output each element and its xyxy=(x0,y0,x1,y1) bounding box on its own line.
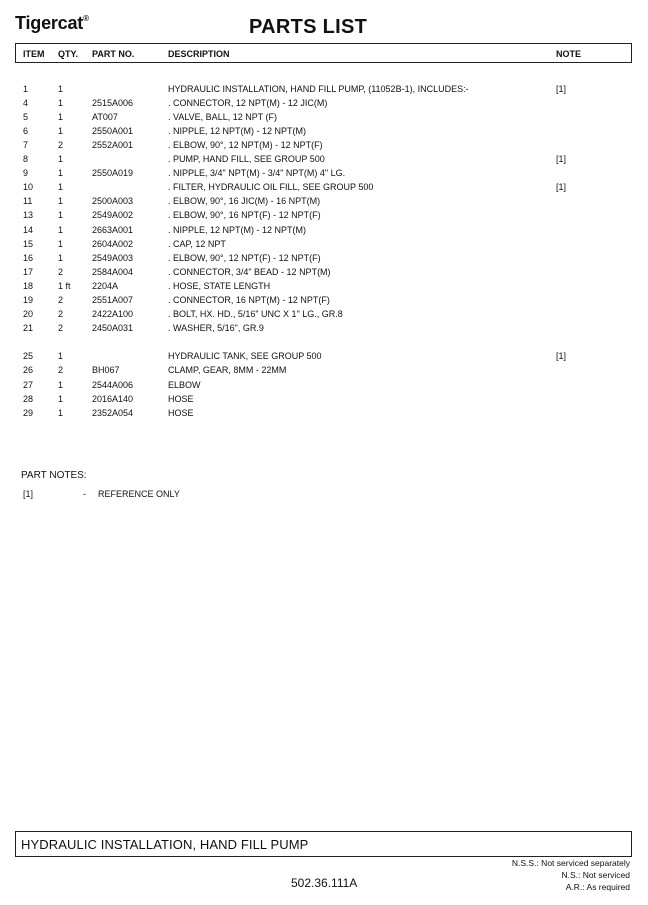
cell-item: 15 xyxy=(23,239,34,249)
cell-description: . ELBOW, 90°, 12 NPT(F) - 12 NPT(F) xyxy=(168,253,321,263)
cell-part-no: 2551A007 xyxy=(92,295,134,305)
cell-part-no: 2016A140 xyxy=(92,394,134,404)
cell-item: 25 xyxy=(23,351,34,361)
cell-qty: 2 xyxy=(58,323,64,333)
cell-qty: 1 xyxy=(58,112,64,122)
cell-item: 18 xyxy=(23,281,34,291)
cell-description: . ELBOW, 90°, 16 NPT(F) - 12 NPT(F) xyxy=(168,210,321,220)
cell-qty: 1 xyxy=(58,225,64,235)
cell-item: 17 xyxy=(23,267,34,277)
cell-item: 10 xyxy=(23,182,34,192)
cell-description: . CONNECTOR, 16 NPT(M) - 12 NPT(F) xyxy=(168,295,330,305)
cell-item: 6 xyxy=(23,126,29,136)
part-note-text: REFERENCE ONLY xyxy=(98,489,180,499)
cell-item: 8 xyxy=(23,154,29,164)
table-row xyxy=(0,181,648,193)
table-row xyxy=(0,167,648,179)
column-header-item: ITEM xyxy=(23,49,45,59)
cell-qty: 1 xyxy=(58,182,64,192)
table-row xyxy=(0,393,648,405)
cell-description: HYDRAULIC INSTALLATION, HAND FILL PUMP, (11052B-1), INCLUDES:- xyxy=(168,84,469,94)
cell-note: [1] xyxy=(556,84,567,94)
cell-description: . WASHER, 5/16", GR.9 xyxy=(168,323,264,333)
cell-part-no: BH067 xyxy=(92,365,120,375)
cell-part-no: 2544A006 xyxy=(92,380,134,390)
table-row xyxy=(0,308,648,320)
cell-description: . PUMP, HAND FILL, SEE GROUP 500 xyxy=(168,154,325,164)
cell-item: 4 xyxy=(23,98,29,108)
cell-item: 9 xyxy=(23,168,29,178)
cell-item: 21 xyxy=(23,323,34,333)
cell-qty: 1 ft xyxy=(58,281,71,291)
table-row xyxy=(0,280,648,292)
cell-description: CLAMP, GEAR, 8MM - 22MM xyxy=(168,365,287,375)
cell-part-no: 2584A004 xyxy=(92,267,134,277)
cell-qty: 1 xyxy=(58,210,64,220)
cell-qty: 1 xyxy=(58,154,64,164)
cell-qty: 2 xyxy=(58,365,64,375)
cell-part-no: 2450A031 xyxy=(92,323,134,333)
part-note-dash: - xyxy=(83,489,86,499)
table-row xyxy=(0,97,648,109)
page-title: PARTS LIST xyxy=(249,16,368,38)
cell-description: . NIPPLE, 3/4" NPT(M) - 3/4" NPT(M) 4" LG. xyxy=(168,168,346,178)
cell-description: . ELBOW, 90°, 12 NPT(M) - 12 NPT(F) xyxy=(168,140,323,150)
part-notes-title: PART NOTES: xyxy=(21,470,87,481)
cell-part-no: 2204A xyxy=(92,281,119,291)
cell-description: . CONNECTOR, 12 NPT(M) - 12 JIC(M) xyxy=(168,98,328,108)
cell-part-no: 2604A002 xyxy=(92,239,134,249)
table-row xyxy=(0,83,648,95)
brand-name: Tigercat xyxy=(15,13,84,33)
table-row xyxy=(0,238,648,250)
cell-item: 11 xyxy=(23,196,33,206)
cell-item: 5 xyxy=(23,112,29,122)
legend-ar: A.R.: As required xyxy=(565,882,630,892)
cell-qty: 1 xyxy=(58,196,64,206)
cell-part-no: AT007 xyxy=(92,112,118,122)
legend-nss: N.S.S.: Not serviced separately xyxy=(511,858,630,868)
part-note-row xyxy=(0,488,648,500)
table-row xyxy=(0,252,648,264)
footer-title-box xyxy=(15,831,632,857)
table-row xyxy=(0,407,648,419)
cell-qty: 1 xyxy=(58,351,64,361)
cell-qty: 1 xyxy=(58,253,64,263)
cell-description: . FILTER, HYDRAULIC OIL FILL, SEE GROUP 500 xyxy=(168,182,374,192)
cell-description: . CONNECTOR, 3/4" BEAD - 12 NPT(M) xyxy=(168,267,331,277)
cell-qty: 1 xyxy=(58,84,64,94)
column-header-description: DESCRIPTION xyxy=(168,49,230,59)
cell-item: 7 xyxy=(23,140,29,150)
table-row xyxy=(0,294,648,306)
cell-description: . ELBOW, 90°, 16 JIC(M) - 16 NPT(M) xyxy=(168,196,321,206)
column-header-part-no: PART NO. xyxy=(92,49,135,59)
table-header xyxy=(15,43,632,63)
cell-qty: 1 xyxy=(58,239,64,249)
table-row xyxy=(0,111,648,123)
table-row xyxy=(0,195,648,207)
cell-qty: 1 xyxy=(58,394,64,404)
cell-part-no: 2422A100 xyxy=(92,309,134,319)
cell-description: HOSE xyxy=(168,394,194,404)
cell-note: [1] xyxy=(556,182,567,192)
cell-part-no: 2500A003 xyxy=(92,196,134,206)
table-row xyxy=(0,125,648,137)
cell-item: 26 xyxy=(23,365,34,375)
document-number: 502.36.111A xyxy=(291,876,358,890)
table-row xyxy=(0,266,648,278)
cell-qty: 1 xyxy=(58,168,64,178)
cell-part-no: 2550A001 xyxy=(92,126,134,136)
table-row xyxy=(0,322,648,334)
cell-note: [1] xyxy=(556,351,567,361)
registered-mark: ® xyxy=(83,14,89,23)
cell-qty: 2 xyxy=(58,267,64,277)
cell-item: 29 xyxy=(23,408,34,418)
cell-qty: 2 xyxy=(58,140,64,150)
cell-description: . VALVE, BALL, 12 NPT (F) xyxy=(168,112,278,122)
table-row xyxy=(0,153,648,165)
footer-title: HYDRAULIC INSTALLATION, HAND FILL PUMP xyxy=(21,837,309,852)
cell-qty: 1 xyxy=(58,380,64,390)
table-row xyxy=(0,139,648,151)
part-note-ref: [1] xyxy=(23,489,34,499)
table-row xyxy=(0,209,648,221)
cell-item: 16 xyxy=(23,253,34,263)
cell-description: . HOSE, STATE LENGTH xyxy=(168,281,271,291)
cell-qty: 2 xyxy=(58,295,64,305)
cell-note: [1] xyxy=(556,154,567,164)
cell-item: 27 xyxy=(23,380,34,390)
cell-description: HOSE xyxy=(168,408,194,418)
legend-ns: N.S.: Not serviced xyxy=(561,870,630,880)
cell-qty: 1 xyxy=(58,408,64,418)
cell-qty: 2 xyxy=(58,309,64,319)
cell-description: . NIPPLE, 12 NPT(M) - 12 NPT(M) xyxy=(168,126,307,136)
table-row xyxy=(0,379,648,391)
brand-logo xyxy=(15,13,89,34)
cell-description: ELBOW xyxy=(168,380,201,390)
cell-part-no: 2549A003 xyxy=(92,253,134,263)
cell-part-no: 2550A019 xyxy=(92,168,134,178)
cell-item: 20 xyxy=(23,309,34,319)
cell-item: 13 xyxy=(23,210,34,220)
cell-part-no: 2552A001 xyxy=(92,140,134,150)
cell-qty: 1 xyxy=(58,98,64,108)
cell-part-no: 2352A054 xyxy=(92,408,134,418)
table-row xyxy=(0,364,648,376)
cell-item: 14 xyxy=(23,225,34,235)
cell-description: . NIPPLE, 12 NPT(M) - 12 NPT(M) xyxy=(168,225,307,235)
cell-item: 19 xyxy=(23,295,34,305)
column-header-qty: QTY. xyxy=(58,49,79,59)
legend xyxy=(512,857,630,893)
cell-part-no: 2549A002 xyxy=(92,210,134,220)
cell-part-no: 2515A006 xyxy=(92,98,134,108)
table-row xyxy=(0,224,648,236)
cell-item: 28 xyxy=(23,394,34,404)
cell-description: . BOLT, HX. HD., 5/16" UNC X 1" LG., GR.8 xyxy=(168,309,343,319)
cell-qty: 1 xyxy=(58,126,64,136)
cell-item: 1 xyxy=(23,84,29,94)
table-row xyxy=(0,350,648,362)
column-header-note: NOTE xyxy=(556,49,582,59)
cell-part-no: 2663A001 xyxy=(92,225,134,235)
cell-description: HYDRAULIC TANK, SEE GROUP 500 xyxy=(168,351,322,361)
cell-description: . CAP, 12 NPT xyxy=(168,239,226,249)
